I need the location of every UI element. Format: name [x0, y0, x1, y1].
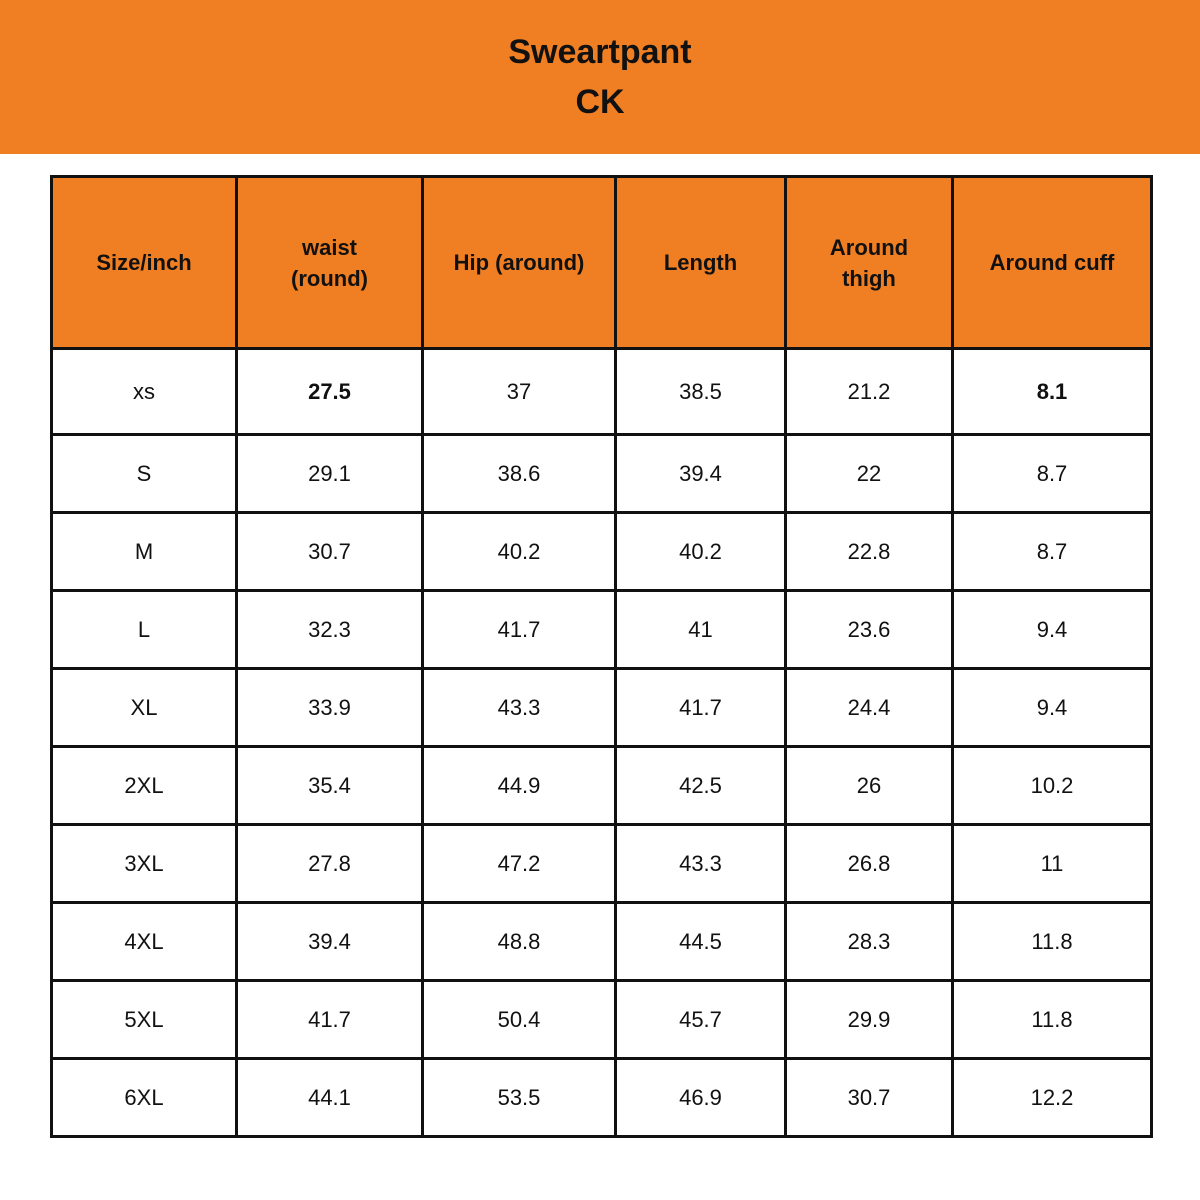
cell-size: 2XL [52, 747, 237, 825]
cell-size: L [52, 591, 237, 669]
cell-length: 45.7 [616, 981, 786, 1059]
cell-length: 43.3 [616, 825, 786, 903]
cell-hip: 50.4 [423, 981, 616, 1059]
cell-hip: 37 [423, 349, 616, 435]
table-header-row [52, 177, 1152, 349]
table-row [52, 825, 1152, 903]
cell-size: 5XL [52, 981, 237, 1059]
page-title: Sweartpant [508, 32, 692, 71]
cell-waist: 27.5 [237, 349, 423, 435]
cell-thigh: 22.8 [786, 513, 953, 591]
column-header-thigh: Around thigh [786, 177, 953, 349]
cell-hip: 53.5 [423, 1059, 616, 1137]
cell-waist: 41.7 [237, 981, 423, 1059]
table-row [52, 591, 1152, 669]
cell-waist: 32.3 [237, 591, 423, 669]
cell-waist: 30.7 [237, 513, 423, 591]
cell-size: 6XL [52, 1059, 237, 1137]
cell-hip: 47.2 [423, 825, 616, 903]
size-chart-table [50, 175, 1153, 1138]
cell-hip: 43.3 [423, 669, 616, 747]
cell-length: 41.7 [616, 669, 786, 747]
table-row [52, 513, 1152, 591]
cell-thigh: 24.4 [786, 669, 953, 747]
cell-waist: 35.4 [237, 747, 423, 825]
cell-thigh: 22 [786, 435, 953, 513]
cell-length: 41 [616, 591, 786, 669]
cell-hip: 38.6 [423, 435, 616, 513]
column-header-cuff: Around cuff [953, 177, 1152, 349]
cell-size: S [52, 435, 237, 513]
column-header-size: Size/inch [52, 177, 237, 349]
column-header-length: Length [616, 177, 786, 349]
cell-hip: 44.9 [423, 747, 616, 825]
cell-length: 46.9 [616, 1059, 786, 1137]
cell-thigh: 28.3 [786, 903, 953, 981]
cell-cuff: 9.4 [953, 591, 1152, 669]
column-header-hip: Hip (around) [423, 177, 616, 349]
cell-thigh: 26 [786, 747, 953, 825]
cell-size: 3XL [52, 825, 237, 903]
table-row [52, 1059, 1152, 1137]
cell-cuff: 11.8 [953, 903, 1152, 981]
cell-waist: 39.4 [237, 903, 423, 981]
cell-thigh: 21.2 [786, 349, 953, 435]
table-row [52, 903, 1152, 981]
table-row [52, 349, 1152, 435]
cell-length: 42.5 [616, 747, 786, 825]
cell-length: 40.2 [616, 513, 786, 591]
cell-thigh: 23.6 [786, 591, 953, 669]
cell-waist: 33.9 [237, 669, 423, 747]
column-header-waist: waist (round) [237, 177, 423, 349]
cell-thigh: 30.7 [786, 1059, 953, 1137]
cell-cuff: 9.4 [953, 669, 1152, 747]
cell-length: 39.4 [616, 435, 786, 513]
cell-size: 4XL [52, 903, 237, 981]
cell-cuff: 11 [953, 825, 1152, 903]
cell-cuff: 11.8 [953, 981, 1152, 1059]
cell-thigh: 26.8 [786, 825, 953, 903]
cell-size: XL [52, 669, 237, 747]
cell-length: 38.5 [616, 349, 786, 435]
title-block [508, 27, 691, 127]
title-banner [0, 0, 1200, 154]
cell-waist: 44.1 [237, 1059, 423, 1137]
cell-size: xs [52, 349, 237, 435]
cell-cuff: 10.2 [953, 747, 1152, 825]
table-row [52, 669, 1152, 747]
cell-cuff: 8.1 [953, 349, 1152, 435]
cell-hip: 41.7 [423, 591, 616, 669]
cell-cuff: 12.2 [953, 1059, 1152, 1137]
table-row [52, 981, 1152, 1059]
cell-waist: 29.1 [237, 435, 423, 513]
cell-cuff: 8.7 [953, 435, 1152, 513]
cell-waist: 27.8 [237, 825, 423, 903]
cell-size: M [52, 513, 237, 591]
table-row [52, 747, 1152, 825]
page-subtitle: CK [575, 82, 625, 121]
cell-cuff: 8.7 [953, 513, 1152, 591]
cell-hip: 48.8 [423, 903, 616, 981]
cell-hip: 40.2 [423, 513, 616, 591]
cell-length: 44.5 [616, 903, 786, 981]
cell-thigh: 29.9 [786, 981, 953, 1059]
table-row [52, 435, 1152, 513]
